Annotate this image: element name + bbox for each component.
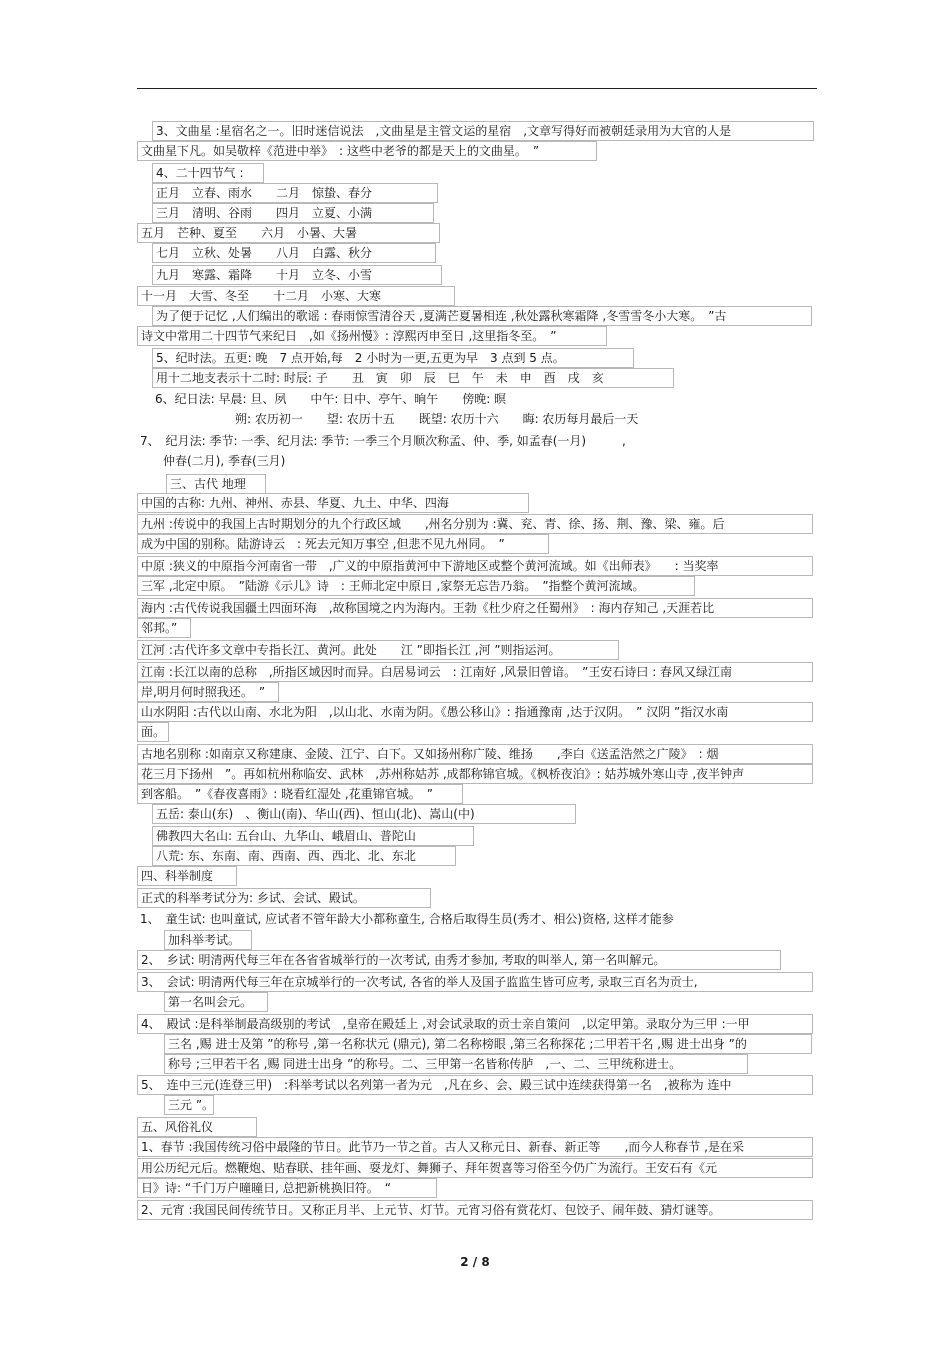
text-line: 江南 :长江以南的总称 ,所指区域因时而异。白居易词云 : 江南好 ,风景旧曾谙。 ”王安石诗曰 : 春风又绿江南 — [137, 662, 813, 682]
text-line: 仲春(二月), 季春(三月) — [163, 454, 286, 468]
text-line: 2、元宵 :我国民间传统节日。又称正月半、上元节、灯节。元宵习俗有赏花灯、包饺子、闹年鼓、猜灯谜等。 — [137, 1200, 813, 1220]
text-line: 成为中国的别称。陆游诗云 : 死去元知万事空 ,但悲不见九州同。 ” — [137, 534, 549, 554]
text-line: 5、纪时法。五更: 晚 7 点开始,每 2 小时为一更,五更为早 3 点到 5 点。 — [152, 348, 634, 368]
text-line: 用公历纪元后。燃鞭炮、贴春联、挂年画、耍龙灯、舞狮子、拜年贺喜等习俗至今仍广为流行。王安石有《元 — [137, 1158, 813, 1178]
text-line: 五、风俗礼仪 — [137, 1117, 257, 1137]
text-line: 三月 清明、谷雨 四月 立夏、小满 — [152, 203, 434, 223]
text-line: 海内 :古代传说我国疆土四面环海 ,故称国境之内为海内。王勃《杜少府之任蜀州》 : 海内存知己 ,天涯若比 — [137, 598, 813, 618]
text-line: 称号 ;三甲若干名 ,赐 同进士出身 ”的称号。二、三甲第一名皆称传胪 ,一、二、三甲统称进士。 — [164, 1054, 748, 1074]
text-line: 中原 :狭义的中原指今河南省一带 ,广义的中原指黄河中下游地区或整个黄河流域。如《出师表》 : 当奖率 — [137, 556, 813, 576]
text-line: 三、古代 地理 — [166, 474, 266, 494]
text-line: 岸,明月何时照我还。 ” — [137, 682, 279, 702]
text-line: 3、文曲星 :星宿名之一。旧时迷信说法 ,文曲星是主管文运的星宿 ,文章写得好而被朝廷录用为大官的人是 — [152, 121, 814, 141]
text-line: 三军 ,北定中原。 ”陆游《示儿》诗 : 王师北定中原日 ,家祭无忘告乃翁。 ”指整个黄河流域。 — [137, 576, 695, 596]
page-number: 2 / 8 — [460, 1255, 490, 1269]
text-line: 加科举考试。 — [164, 930, 252, 950]
text-line: 朔: 农历初一 望: 农历十五 既望: 农历十六 晦: 农历每月最后一天 — [235, 412, 639, 426]
text-line: 第一名叫会元。 — [164, 992, 268, 1012]
text-line: 4、二十四节气 : — [152, 163, 264, 183]
text-line: 到客船。 ”《春夜喜雨》: 晓看红湿处 ,花重锦官城。 ” — [137, 784, 463, 804]
text-line: 九月 寒露、霜降 十月 立冬、小雪 — [152, 265, 442, 285]
text-line: 中国的古称: 九州、神州、赤县、华夏、九土、中华、四海 — [137, 493, 529, 513]
text-line: 五月 芒种、夏至 六月 小暑、大暑 — [137, 223, 440, 243]
text-line: 3、 会试: 明清两代每三年在京城举行的一次考试, 各省的举人及国子监监生皆可应考, 录取三百名为贡士, — [137, 972, 813, 992]
text-line: 7、 纪月法: 季节: 一季、纪月法: 季节: 一季三个月顺次称孟、仲、季, 如孟春(一月) , — [140, 434, 626, 448]
text-line: 邻邦。” — [137, 618, 191, 638]
text-line: 山水阴阳 :古代以山南、水北为阳 ,以山北、水南为阴。《愚公移山》: 指通豫南 ,达于汉阴。 ” 汉阴 ”指汉水南 — [137, 702, 813, 722]
text-line: 为了便于记忆 ,人们编出的歌谣 : 春雨惊雪清谷天 ,夏满芒夏暑相连 ,秋处露秋寒霜降 ,冬雪雪冬小大寒。 ”古 — [152, 306, 812, 326]
text-line: 佛教四大名山: 五台山、九华山、峨眉山、普陀山 — [152, 826, 474, 846]
text-line: 五岳: 泰山(东) 、衡山(南)、华山(西)、恒山(北)、嵩山(中) — [152, 804, 576, 824]
text-line: 日》诗: “千门万户曈曈日, 总把新桃换旧符。 “ — [137, 1178, 437, 1198]
text-line: 花三月下扬州 ”。再如杭州称临安、武林 ,苏州称姑苏 ,成都称锦官城。《枫桥夜泊》: 姑苏城外寒山寺 ,夜半钟声 — [137, 764, 813, 784]
header-rule — [137, 88, 817, 89]
text-line: 正式的科举考试分为: 乡试、会试、殿试。 — [137, 888, 431, 908]
text-line: 四、科举制度 — [137, 866, 237, 886]
text-line: 面。 — [137, 722, 169, 742]
text-line: 八荒: 东、东南、南、西南、西、西北、北、东北 — [152, 846, 456, 866]
text-line: 诗文中常用二十四节气来纪日 ,如《扬州慢》: 淳熙丙申至日 ,这里指冬至。 ” — [137, 326, 607, 346]
text-line: 6、纪日法: 早晨: 旦、夙 中午: 日中、亭午、晌午 傍晚: 暝 — [155, 392, 507, 406]
text-line: 文曲星下凡。如吴敬梓《范进中举》 : 这些中老爷的都是天上的文曲星。 ” — [137, 141, 597, 161]
text-line: 2、 乡试: 明清两代每三年在各省省城举行的一次考试, 由秀才参加, 考取的叫举人, 第一名叫解元。 — [137, 950, 781, 970]
text-line: 用十二地支表示十二时: 时辰: 子 丑 寅 卯 辰 巳 午 未 申 酉 戌 亥 — [152, 368, 674, 388]
text-line: 十一月 大雪、冬至 十二月 小寒、大寒 — [137, 286, 455, 306]
text-line: 江河 :古代许多文章中专指长江、黄河。此处 江 ”即指长江 ,河 ”则指运河。 — [137, 640, 619, 660]
text-line: 九州 :传说中的我国上古时期划分的九个行政区域 ,州名分别为 :冀、兖、青、徐、扬、荆、豫、梁、雍。后 — [137, 514, 813, 534]
text-line: 1、春节 :我国传统习俗中最隆的节日。此节乃一节之首。古人又称元日、新春、新正等 ,而今人称春节 ,是在采 — [137, 1137, 813, 1157]
text-line: 1、 童生试: 也叫童试, 应试者不管年龄大小都称童生, 合格后取得生员(秀才、相公)资格, 这样才能参 — [140, 912, 674, 926]
text-line: 正月 立春、雨水 二月 惊蛰、春分 — [152, 183, 438, 203]
text-line: 古地名别称 :如南京又称建康、金陵、江宁、白下。又如扬州称广陵、维扬 ,李白《送孟浩然之广陵》 : 烟 — [137, 744, 813, 764]
text-line: 5、 连中三元(连登三甲) :科举考试以名列第一者为元 ,凡在乡、会、殿三试中连续获得第一名 ,被称为 连中 — [137, 1075, 813, 1095]
text-line: 三名 ,赐 进士及第 ”的称号 ,第一名称状元 (鼎元), 第二名称榜眼 ,第三名称探花 ;二甲若干名 ,赐 进士出身 ”的 — [164, 1034, 812, 1054]
text-line: 4、 殿试 :是科举制最高级别的考试 ,皇帝在殿廷上 ,对会试录取的贡士亲自策问 ,以定甲第。录取分为三甲 :一甲 — [137, 1014, 813, 1034]
text-line: 七月 立秋、处暑 八月 白露、秋分 — [152, 243, 436, 263]
text-line: 三元 ”。 — [164, 1095, 214, 1115]
